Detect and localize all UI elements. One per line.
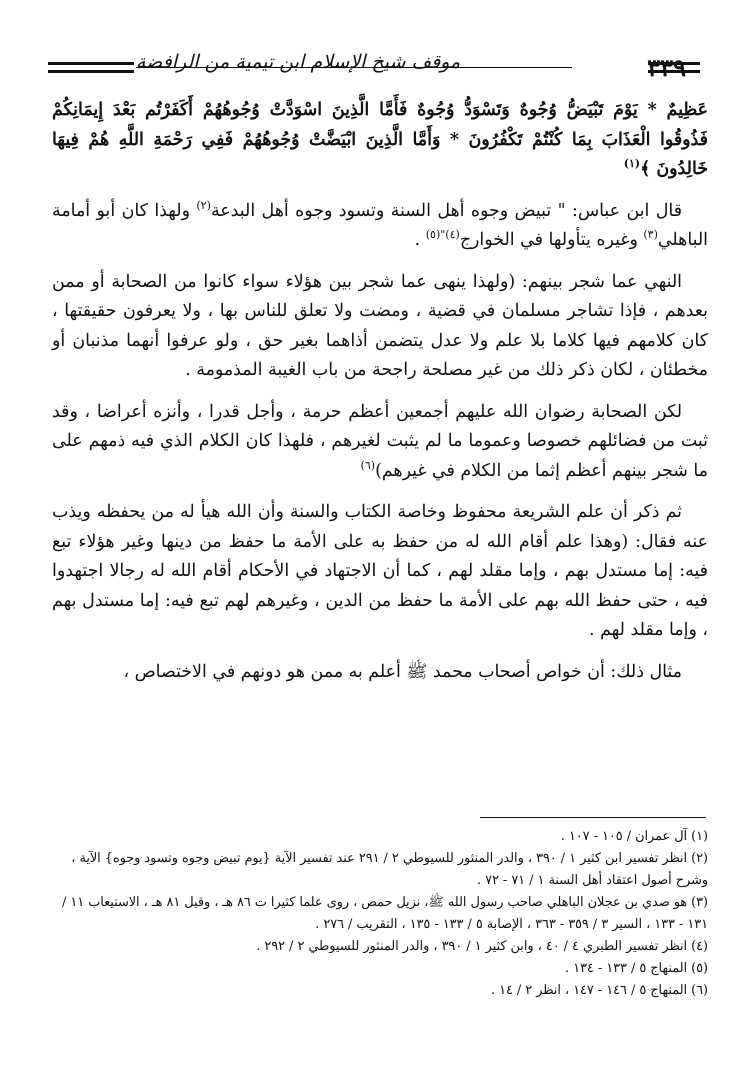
header-rule-left-top: [48, 62, 134, 65]
quran-verse-paragraph: [52, 96, 708, 185]
footnote-divider: [480, 817, 706, 818]
paragraph-end: .: [414, 230, 426, 250]
footnote-6: (٦) المنهاج ٥ / ١٤٦ - ١٤٧ ، انظر ٢ / ١٤ .: [490, 983, 708, 998]
preservation-paragraph: ثم ذكر أن علم الشريعة محفوظ وخاصة الكتاب والسنة وأن الله هيأ له من يحفظه ويذب عنه فقال: (وهذا علم أقام الله له من حفظ به على الأمة ما حفظ من دينها وغير هؤلاء تبع فيه: إما مستدل بهم ، وإما مقلد لهم ، كما أن الاجتهاد في الأحكام أقام الله له رجالا اجتهدوا فيه ، حتى حفظ الله بهم على الأمة ما حفظ من الدين ، وغيرهم لهم تبع فيه: إما مستدل بهم ، وإما مقلد لهم .: [52, 502, 708, 640]
abu-umama-text: ولهذا كان أبو أمامة الباهلي: [52, 200, 708, 250]
footnote-ref-1: (١): [623, 157, 641, 171]
footnote-3: (٣) هو صدي بن عجلان الباهلي صاحب رسول الله ﷺ، نزيل حمص ، روى علما كثيرا ت ٨٦ هـ ، وقيل ٨١ هـ ، الاستيعاب ١١ / ١٣١ - ١٣٣ ، السير ٣ / ٣٥٩ - ٣٦٣ ، الإصابة ٥ / ١٣٣ - ١٣٥ ، التقريب / ٢٧٦ .: [61, 895, 708, 932]
header-rule-right-top: [648, 62, 700, 65]
main-text: [52, 96, 708, 699]
ibn-abbas-quote: قال ابن عباس: " تبيض وجوه أهل السنة وتسود وجوه أهل البدعة: [210, 200, 683, 221]
header-rule-middle: [136, 67, 572, 68]
footnote-1: (١) آل عمران / ١٠٥ - ١٠٧ .: [560, 829, 708, 844]
header-rule-right-bottom: [648, 70, 700, 73]
footnote-4: (٤) انظر تفسير الطبري ٤ / ٤٠ ، وابن كثير ١ / ٣٩٠ ، والدر المنثور للسيوطي ٢ / ٢٩٢ .: [256, 939, 708, 954]
running-title: موقف شيخ الإسلام ابن تيمية من الرافضة: [136, 51, 461, 73]
footnote-ref-2: (٢): [196, 198, 211, 212]
footnotes: [48, 826, 708, 1002]
header-rule-left-bottom: [48, 70, 134, 73]
footnote-5: (٥) المنهاج ٥ / ١٣٣ - ١٣٤ .: [565, 961, 708, 976]
ibn-abbas-paragraph: [52, 197, 708, 256]
page-number: ٣٣٩: [647, 53, 686, 82]
companions-paragraph: [52, 398, 708, 487]
footnote-ref-6: (٦): [360, 458, 376, 472]
khawarij-text: وغيره يتأولها في الخوارج: [459, 230, 644, 250]
footnote-2: (٢) انظر تفسير ابن كثير ١ / ٣٩٠ ، والدر المنثور للسيوطي ٢ / ٢٩١ عند تفسير الآية {يوم تبيض وجوه وتسود وجوه} الآية ، وشرح أصول اعتقاد أهل السنة ١ / ٧١ - ٧٢ .: [71, 851, 708, 888]
footnote-ref-3: (٣): [643, 228, 658, 242]
quran-verse: عَظِيمٌ * يَوْمَ تَبْيَضُّ وُجُوهٌ وَتَسْوَدُّ وُجُوهٌ فَأَمَّا الَّذِينَ اسْوَدَّتْ وُجُوهُهُمْ أَكَفَرْتُم بَعْدَ إِيمَانِكُمْ فَذُوقُوا الْعَذَابَ بِمَا كُنْتُمْ تَكْفُرُونَ * وَأَمَّا الَّذِينَ ابْيَضَّتْ وُجُوهُهُمْ فَفِي رَحْمَةِ اللَّهِ هُمْ فِيهَا خَالِدُونَ ﴾: [52, 100, 708, 179]
companions-text: لكن الصحابة رضوان الله عليهم أجمعين أعظم حرمة ، وأجل قدرا ، وأنزه أعراضا ، وقد ثبت من فضائلهم خصوصا وعموما ما لم يثبت لغيرهم ، فلهذا كان الكلام الذي فيه ذمهم على ما شجر بينهم أعظم إثما من الكلام في غيرهم): [52, 401, 708, 481]
footnote-ref-4-5: (٤)"(٥): [425, 228, 460, 242]
page-header: [48, 48, 700, 82]
example-paragraph: مثال ذلك: أن خواص أصحاب محمد ﷺ أعلم به ممن هو دونهم في الاختصاص ،: [123, 661, 682, 682]
prohibition-paragraph: النهي عما شجر بينهم: (ولهذا ينهى عما شجر بين هؤلاء سواء كانوا من الصحابة أو ممن بعدهم ، فإذا تشاجر مسلمان في قضية ، ومضت ولا تعلق للناس بها ، ولا يعرفون حقيقتها ، كان كلامهم فيها كلاما بلا علم ولا عدل يتضمن أذاهما بغير حق ، ولو عرفوا أنهما مذنبان أو مخطئان ، لكان ذكر ذلك من غير مصلحة راجحة من باب الغيبة المذمومة .: [52, 271, 708, 380]
